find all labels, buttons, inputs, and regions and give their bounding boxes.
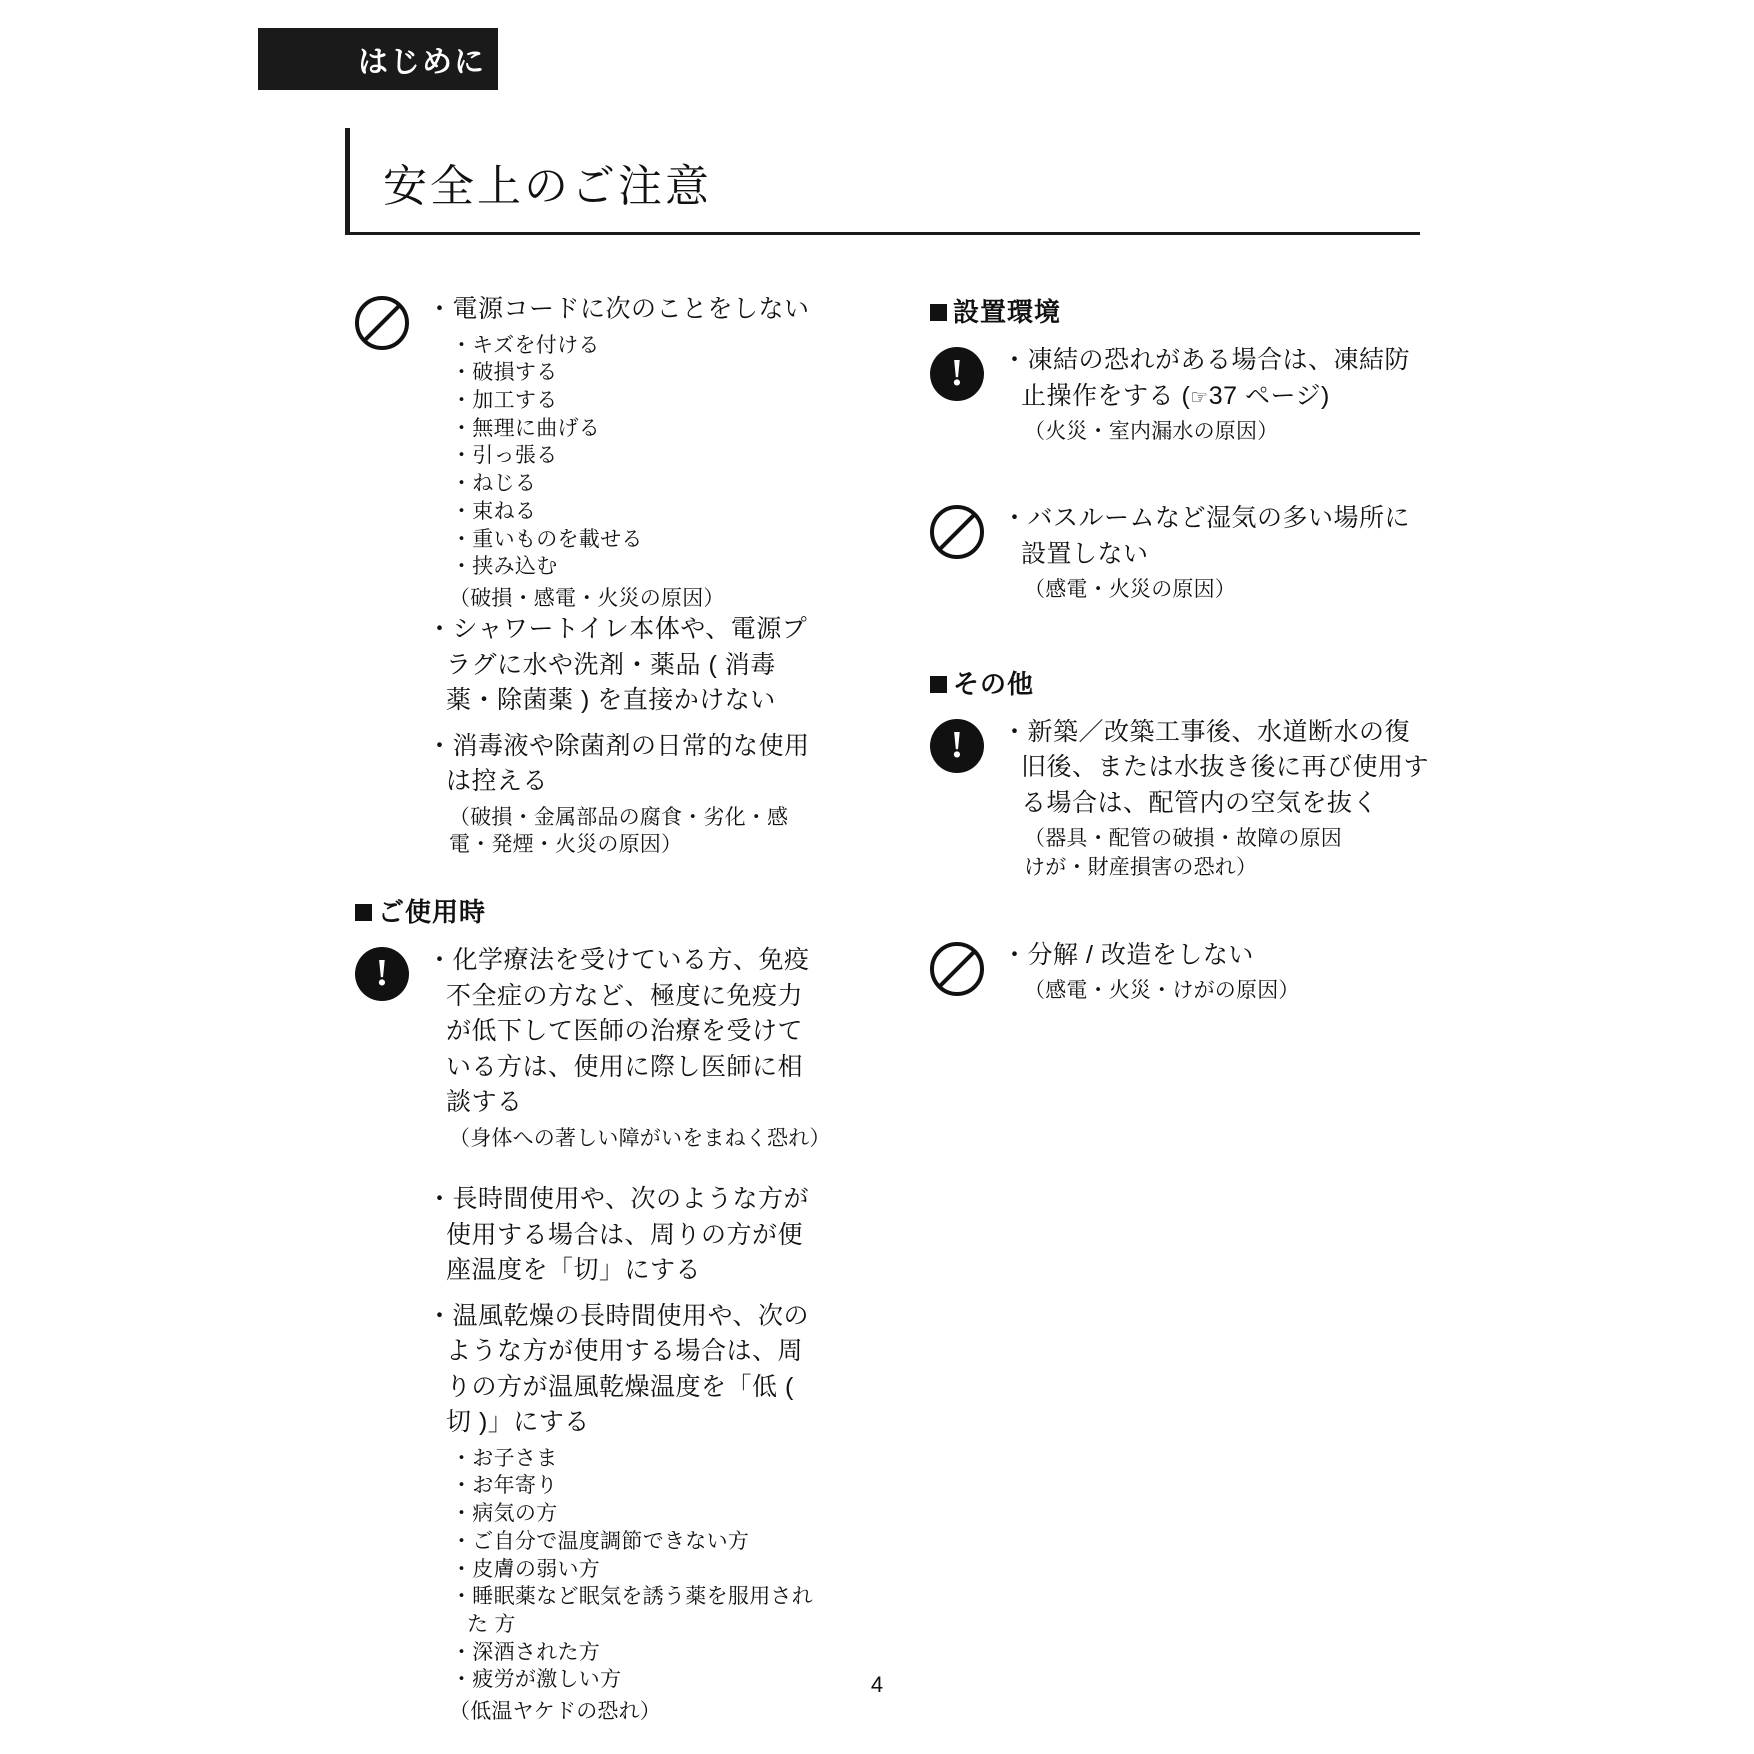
caution-icon (355, 947, 409, 1001)
exclamation-glyph: ! (375, 952, 389, 995)
list-item: ・お年寄り (451, 1474, 558, 1498)
list-item: ・お子さま (451, 1446, 558, 1470)
page-title: 安全上のご注意 (383, 162, 712, 211)
warning-block-air-purge (930, 715, 1430, 882)
caution-icon (930, 347, 984, 401)
warning-sublist (427, 1445, 825, 1694)
list-item: ・皮膚の弱い方 (451, 1557, 601, 1581)
warning-body (427, 292, 825, 858)
warning-body (427, 943, 831, 1725)
list-item: ・深酒された方 (451, 1640, 601, 1664)
warning-cause-note: （器具・配管の破損・故障の原因 (1024, 827, 1342, 851)
warning-lead: ・長時間使用や、次のような方が使用する場合は、周りの方が便座温度を「切」にする (427, 1185, 810, 1285)
subheading-other (930, 664, 1430, 701)
list-item: ・ご自分で温度調節できない方 (451, 1529, 750, 1553)
warning-sublist (427, 332, 825, 581)
icon-slot (930, 343, 1002, 445)
section-tab: はじめに (258, 28, 498, 90)
warning-cause-note: （感電・火災・けがの原因） (1024, 979, 1300, 1003)
warning-lead: ・化学療法を受けている方、免疫不全症の方など、極度に免疫力が低下して医師の治療を受けている方は、使用に際し医師に相談する (427, 946, 810, 1117)
warning-cause-note: （身体への著しい障がいをまねく恐れ） (449, 1126, 831, 1150)
list-item: ・引っ張る (451, 444, 558, 468)
warning-block-usage (355, 943, 831, 1725)
list-item: ・加工する (451, 388, 558, 412)
prohibit-icon (355, 296, 409, 350)
exclamation-glyph: ! (950, 723, 964, 766)
warning-lead: ・シャワートイレ本体や、電源プラグに水や洗剤・薬品 ( 消毒薬・除菌薬 ) を直接かけない (427, 615, 808, 715)
warning-lead: ・温風乾燥の長時間使用や、次のような方が使用する場合は、周りの方が温風乾燥温度を「低 ( 切 )」にする (427, 1301, 810, 1437)
left-column (355, 292, 831, 1751)
icon-slot (930, 501, 1002, 603)
list-item: ・挟み込む (451, 555, 558, 579)
list-item: ・キズを付ける (451, 333, 600, 357)
warning-block-bathroom (930, 501, 1430, 603)
list-item: ・無理に曲げる (451, 416, 601, 440)
warning-lead (1002, 343, 1430, 414)
caution-icon (930, 719, 984, 773)
warning-body (1002, 715, 1430, 882)
page-number: 4 (870, 1672, 884, 1697)
page-reference: 37 ページ (1208, 381, 1321, 410)
warning-lead-text: ・凍結の恐れがある場合は、凍結防止操作をする ( (1002, 346, 1411, 410)
warning-lead: ・消毒液や除菌剤の日常的な使用は控える (427, 731, 810, 796)
right-column (930, 292, 1430, 1030)
list-item: ・疲労が激しい方 (451, 1668, 622, 1692)
subheading-label: 設置環境 (953, 297, 1062, 327)
warning-block-disassembly (930, 938, 1430, 1005)
warning-lead: ・バスルームなど湿気の多い場所に設置しない (1002, 504, 1411, 568)
square-bullet-icon (930, 676, 947, 693)
exclamation-glyph: ! (950, 352, 964, 394)
warning-lead-tail: ) (1320, 381, 1330, 410)
warning-lead: ・新築／改築工事後、水道断水の復旧後、または水抜き後に再び使用する場合は、配管内の空気を抜く (1002, 717, 1430, 817)
icon-slot (355, 292, 427, 858)
warning-cause-note: （火災・室内漏水の原因） (1024, 420, 1279, 443)
icon-slot (930, 715, 1002, 882)
warning-lead: ・電源コードに次のことをしない (427, 295, 810, 323)
subheading-label: ご使用時 (378, 897, 487, 928)
warning-lead: ・分解 / 改造をしない (1002, 940, 1254, 969)
list-item: ・ねじる (451, 472, 537, 496)
warning-cause-note: （感電・火災の原因） (1024, 578, 1236, 602)
square-bullet-icon (355, 904, 372, 921)
title-divider (345, 232, 1420, 235)
title-accent-bar (345, 128, 350, 233)
list-item: ・病気の方 (451, 1502, 558, 1526)
icon-slot (930, 938, 1002, 1005)
warning-cause-note-line2: けが・財産損害の恐れ） (1024, 856, 1258, 880)
list-item: ・束ねる (451, 499, 537, 523)
warning-block-freeze (930, 343, 1430, 445)
prohibit-icon (930, 942, 984, 996)
square-bullet-icon (930, 304, 947, 321)
warning-cause-note: （破損・感電・火災の原因） (449, 586, 725, 610)
subheading-usage (355, 892, 825, 929)
list-item: ・破損する (451, 361, 558, 385)
spacer (427, 1152, 825, 1182)
subheading-label: その他 (953, 668, 1035, 699)
warning-cause-note: （破損・金属部品の腐食・劣化・感電・発煙・火災の原因） (449, 805, 789, 857)
icon-slot (355, 943, 427, 1725)
warning-cause-note: （低温ヤケドの恐れ） (449, 1700, 661, 1724)
list-item: ・睡眠薬など眠気を誘う薬を服用された 方 (451, 1585, 814, 1636)
list-item: ・重いものを載せる (451, 527, 643, 551)
pointing-hand-icon: ☞ (1190, 384, 1209, 409)
subheading-environment (930, 292, 1430, 329)
spacer (930, 908, 1430, 938)
warning-body (1002, 343, 1430, 445)
prohibit-icon (930, 505, 984, 559)
warning-block-power-cord (355, 292, 825, 858)
warning-body (1002, 501, 1430, 603)
spacer (930, 471, 1430, 501)
warning-body (1002, 938, 1430, 1005)
